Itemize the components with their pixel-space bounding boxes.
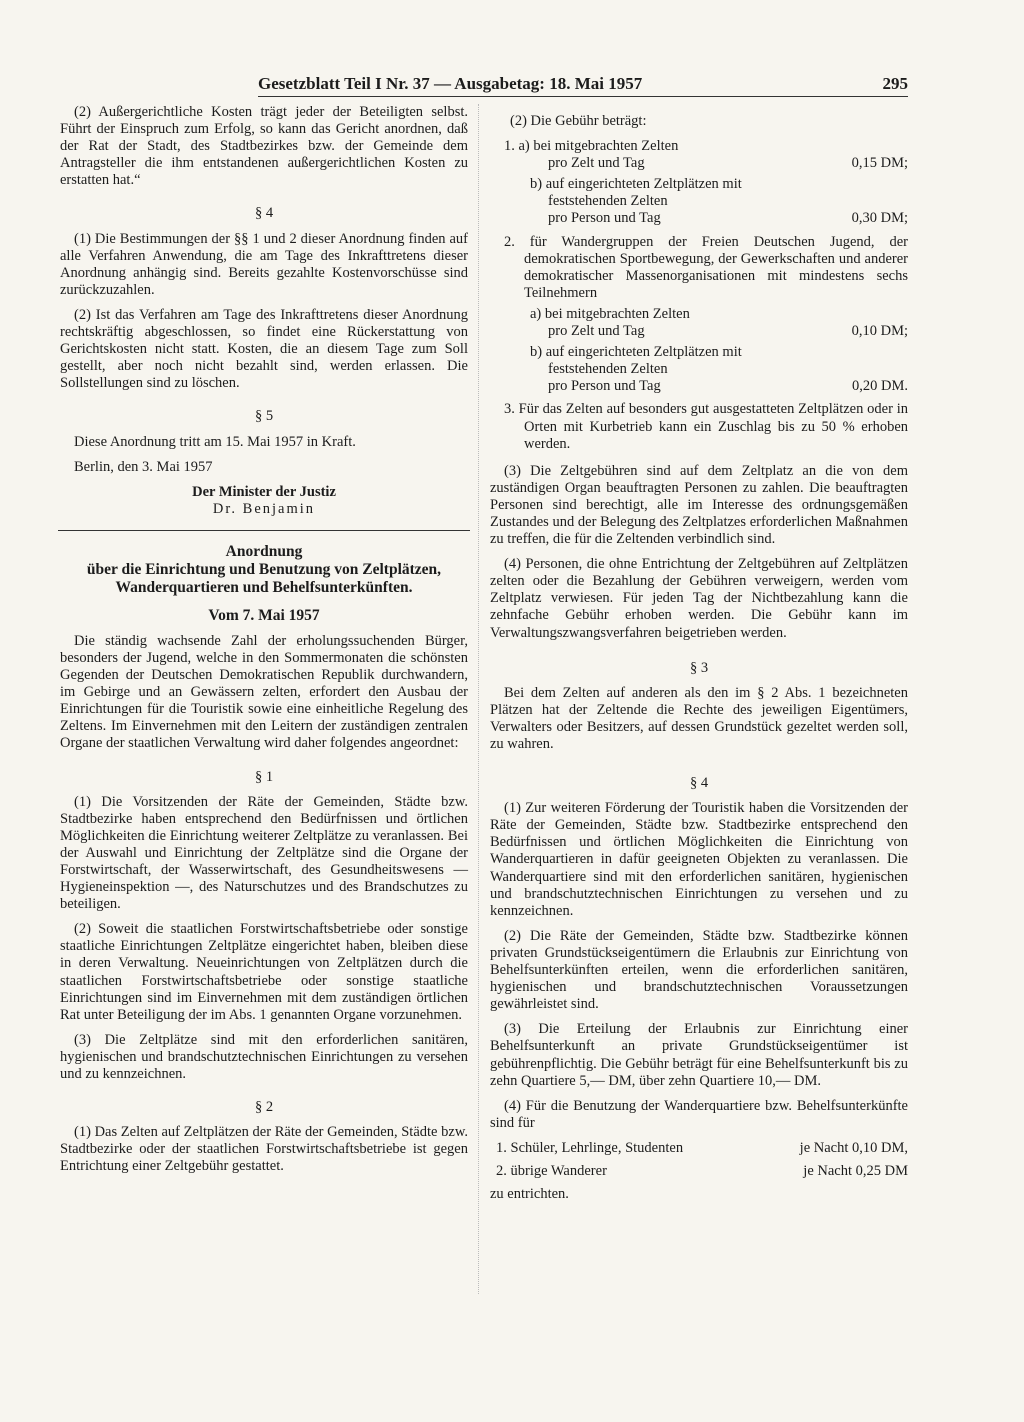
fee-label: feststehenden Zelten	[548, 193, 668, 210]
ordinance-subtitle: über die Einrichtung und Benutzung von Zeltplätzen,	[86, 560, 442, 578]
fee-value: 0,30 DM;	[851, 210, 908, 227]
rate-label: 1. Schüler, Lehrlinge, Studenten	[496, 1139, 684, 1156]
section-heading: § 5	[254, 408, 274, 425]
minister-title: Der Minister der Justiz	[192, 483, 336, 500]
fee-unit: pro Zelt und Tag	[548, 323, 645, 340]
fee-row	[504, 155, 908, 172]
left-column	[60, 104, 468, 1184]
section-heading: § 3	[689, 659, 709, 676]
rate-value: je Nacht 0,25 DM	[803, 1162, 908, 1179]
ordinance-title: Anordnung	[225, 542, 303, 560]
fee-intro: (2) Die Gebühr beträgt:	[510, 113, 647, 129]
rate-row	[490, 1163, 908, 1180]
paragraph: Bei dem Zelten auf anderen als den im § 2 Abs. 1 bezeichneten Plätzen hat der Zeltende die Rechte des jeweiligen Eigentümers, Verwalters oder Besitzers, auf dessen Grundstück gezeltet werden soll, zu wahren.	[490, 684, 908, 752]
section-heading: § 1	[254, 768, 274, 785]
fee-row	[504, 210, 908, 227]
ordinance-subtitle: Wanderquartieren und Behelfsunterkünften.	[115, 578, 413, 596]
fee-label: a) bei mitgebrachten Zelten	[530, 305, 690, 322]
header-rule	[258, 96, 908, 97]
paragraph: (1) Zur weiteren Förderung der Touristik haben die Vorsitzenden der Räte der Gemeinden, Städte bzw. Stadtbezirke entsprechend den Bedürfnissen und örtlichen Möglichkeiten die Einrichtung von Wanderquartieren in dafür geeigneten Objekten zu veranlassen. Die Wanderquartiere sind mit den erforderlichen sanitären, hygienischen und brandschutztechnischen Einrichtungen zu versehen und zu kennzeichnen.	[490, 800, 908, 919]
rate-value: je Nacht 0,10 DM,	[799, 1139, 908, 1156]
section-heading: § 2	[254, 1099, 274, 1116]
fee-unit: pro Person und Tag	[548, 210, 661, 227]
paragraph: (1) Das Zelten auf Zeltplätzen der Räte der Gemeinden, Städte bzw. Stadtbezirke oder der staatlichen Forstwirtschaftsbetriebe ist gegen Entrichtung einer Zeltgebühr gestattet.	[60, 1124, 468, 1175]
fee-label: 1. a) bei mitgebrachten Zelten	[504, 138, 679, 155]
section-heading: § 4	[689, 775, 709, 792]
header-title: Gesetzblatt Teil I Nr. 37 — Ausgabetag: 18. Mai 1957	[258, 74, 643, 93]
section-rule	[58, 530, 470, 531]
paragraph: (3) Die Zeltgebühren sind auf dem Zeltplatz an die von dem zuständigen Organ beauftragten Personen zu zahlen. Die beauftragten Personen sind berechtigt, alle im Interesse des ordnungsgemäßen Zustandes und der Belegung des Zeltplatzes erforderlichen Maßnahmen zu treffen, die für die Zeltenden verbindlich sind.	[490, 462, 908, 548]
paragraph: (3) Die Zeltplätze sind mit den erforderlichen sanitären, hygienischen und brandschutztechnischen Einrichtungen zu versehen und zu kennzeichnen.	[60, 1031, 468, 1083]
paragraph: (3) Die Erteilung der Erlaubnis zur Einrichtung einer Behelfsunterkunft an private Grundstückseigentümer ist gebührenpflichtig. Die Gebühr beträgt für eine Behelfsunterkunft bis zu zehn Quartiere 5,— DM, über zehn Quartiere 10,— DM.	[490, 1021, 908, 1089]
fee-value: 0,20 DM.	[852, 378, 908, 395]
fee-unit: pro Zelt und Tag	[548, 155, 645, 172]
fee-row	[504, 378, 908, 395]
fee-value: 0,10 DM;	[851, 323, 908, 340]
paragraph: (4) Personen, die ohne Entrichtung der Zeltgebühren auf Zeltplätzen zelten oder die Bezahlung der Gebühren verweigern, werden vom Zeltplatz verwiesen. Für jeden Tag der Nichtbezahlung kann die zehnfache Gebühr erhoben werden. Die Gebühr kann im Verwaltungszwangsverfahren beigetrieben werden.	[490, 556, 908, 641]
fee-label: b) auf eingerichteten Zeltplätzen mit	[530, 344, 742, 361]
column-divider	[478, 104, 479, 1294]
ordinance-date: Vom 7. Mai 1957	[208, 606, 320, 624]
place-date: Berlin, den 3. Mai 1957	[74, 458, 213, 475]
fee-label: 3. Für das Zelten auf besonders gut ausgestatteten Zeltplätzen oder in Orten mit Kurbetrieb kann ein Zuschlag bis zu 50 % erhoben werden.	[504, 401, 908, 452]
section-heading: § 4	[254, 205, 274, 222]
paragraph: (2) Ist das Verfahren am Tage des Inkrafttretens dieser Anordnung rechtskräftig abgeschlossen, so findet eine Rückerstattung von Gerichtskosten nicht statt. Kosten, die an diesem Tage zum Soll gestellt, aber noch nicht bezahlt sind, werden erlassen. Die Sollstellungen sind zu löschen.	[60, 306, 468, 392]
page-number: 295	[882, 74, 908, 93]
paragraph: (2) Soweit die staatlichen Forstwirtschaftsbetriebe oder sonstige staatliche Einrichtungen Zeltplätze eingerichtet haben, bleiben diese in deren Verwaltung. Neueinrichtungen von Zeltplätzen durch die staatlichen Forstwirtschaftsbetriebe oder sonstige staatliche Einrichtungen sind im Einvernehmen mit dem zuständigen örtlichen Rat unter Beteiligung der im Abs. 1 genannten Organe vorzunehmen.	[60, 921, 468, 1023]
paragraph: (2) Die Räte der Gemeinden, Städte bzw. Stadtbezirke können privaten Grundstückseigentümern die Erlaubnis zur Einrichtung von Behelfsunterkünften erteilen, wenn die erforderlichen sanitären, hygienischen und brandschutztechnischen Voraussetzungen gewährleistet sind.	[490, 927, 908, 1013]
fee-label: feststehenden Zelten	[548, 361, 668, 378]
rate-row	[490, 1140, 908, 1157]
fee-item	[490, 401, 908, 452]
paragraph: (1) Die Vorsitzenden der Räte der Gemeinden, Städte bzw. Stadtbezirke haben entsprechend den Bedürfnissen und örtlichen Möglichkeiten die Einrichtung weiterer Zeltplätze zu veranlassen. Bei der Auswahl und Einrichtung der Zeltplätze sind die Organe der Forstwirtschaft, der Wasserwirtschaft, des Gesundheitswesens — Hygieneinspektion —, des Naturschutzes und des Brandschutzes zu beteiligen.	[60, 793, 468, 913]
paragraph: (2) Außergerichtliche Kosten trägt jeder der Beteiligten selbst. Führt der Einspruch zum Erfolg, so kann das Gericht anordnen, daß der Rat der Stadt, des Stadtbezirkes bzw. der Gemeinde dem Antragsteller die ihm entstandenen außergerichtlichen Kosten zu erstatten hat.“	[60, 104, 468, 189]
preamble: Die ständig wachsende Zahl der erholungssuchenden Bürger, besonders der Jugend, welche in den Sommermonaten die schönsten Gegenden der Deutschen Demokratischen Republik durchwandern, im Gebirge und an Gewässern zelten, erfordert den Ausbau der Einrichtungen für die Touristik sowie eine einheitliche Regelung des Zeltens. Im Einvernehmen mit den Leitern der zuständigen zentralen Organe der staatlichen Verwaltung wird daher folgendes angeordnet:	[60, 632, 468, 752]
fee-unit: pro Person und Tag	[548, 378, 661, 395]
fee-row	[504, 323, 908, 340]
running-header	[258, 74, 908, 94]
paragraph: (1) Die Bestimmungen der §§ 1 und 2 dieser Anordnung finden auf alle Verfahren Anwendung, die am Tage des Inkrafttretens dieser Anordnung anhängig sind. Bereits gezahlte Kostenvorschüsse sind zurückzuzahlen.	[60, 230, 468, 298]
rate-label: 2. übrige Wanderer	[496, 1162, 607, 1179]
fee-value: 0,15 DM;	[851, 155, 908, 172]
fee-item	[490, 234, 908, 396]
paragraph: Diese Anordnung tritt am 15. Mai 1957 in Kraft.	[74, 433, 356, 450]
right-column	[490, 113, 908, 1211]
fee-item	[490, 138, 908, 227]
closing-text: zu entrichten.	[490, 1186, 569, 1203]
fee-label: 2. für Wandergruppen der Freien Deutschen Jugend, der demokratischen Sportbewegung, der Gewerkschaften und anderer demokratischer Massenorganisationen mit mindestens sechs Teilnehmern	[504, 233, 908, 301]
fee-label: b) auf eingerichteten Zeltplätzen mit	[530, 176, 742, 193]
paragraph: (4) Für die Benutzung der Wanderquartiere bzw. Behelfsunterkünfte sind für	[490, 1097, 908, 1131]
signer-name: Dr. Benjamin	[212, 500, 316, 517]
